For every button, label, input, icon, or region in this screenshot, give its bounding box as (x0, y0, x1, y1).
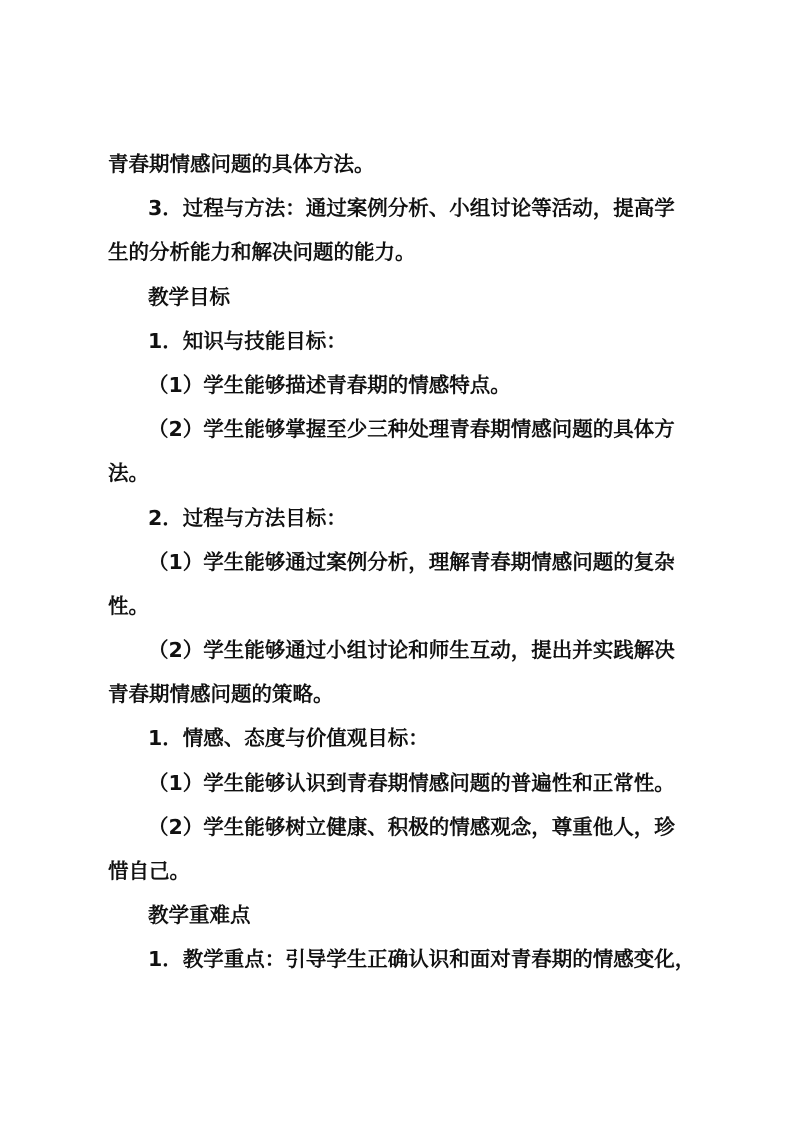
list-item: （1）学生能够通过案例分析，理解青春期情感问题的复杂 (148, 549, 675, 574)
subsection-heading: 1．知识与技能目标： (148, 328, 347, 353)
paragraph-line: 生的分析能力和解决问题的能力。 (108, 240, 416, 265)
list-item: 1．教学重点：引导学生正确认识和面对青春期的情感变化， (148, 947, 696, 972)
list-item: （1）学生能够描述青春期的情感特点。 (148, 372, 511, 397)
document-body (108, 142, 696, 982)
subsection-heading: 2．过程与方法目标： (148, 505, 347, 530)
list-item: （2）学生能够通过小组讨论和师生互动，提出并实践解决 (148, 638, 675, 663)
section-heading: 教学重难点 (148, 903, 251, 928)
paragraph-line: 惜自己。 (108, 859, 190, 883)
paragraph-line: 法。 (108, 461, 149, 486)
section-heading: 教学目标 (148, 284, 230, 309)
subsection-heading: 1．情感、态度与价值观目标： (148, 726, 429, 751)
list-item: （2）学生能够掌握至少三种处理青春期情感问题的具体方 (148, 417, 675, 442)
list-item: （2）学生能够树立健康、积极的情感观念，尊重他人，珍 (148, 814, 675, 839)
paragraph-line: 3．过程与方法：通过案例分析、小组讨论等活动，提高学 (148, 196, 675, 221)
paragraph-line: 青春期情感问题的具体方法。 (108, 152, 375, 176)
paragraph-line: 青春期情感问题的策略。 (108, 682, 334, 707)
list-item: （1）学生能够认识到青春期情感问题的普遍性和正常性。 (148, 770, 675, 795)
paragraph-line: 性。 (108, 593, 149, 618)
